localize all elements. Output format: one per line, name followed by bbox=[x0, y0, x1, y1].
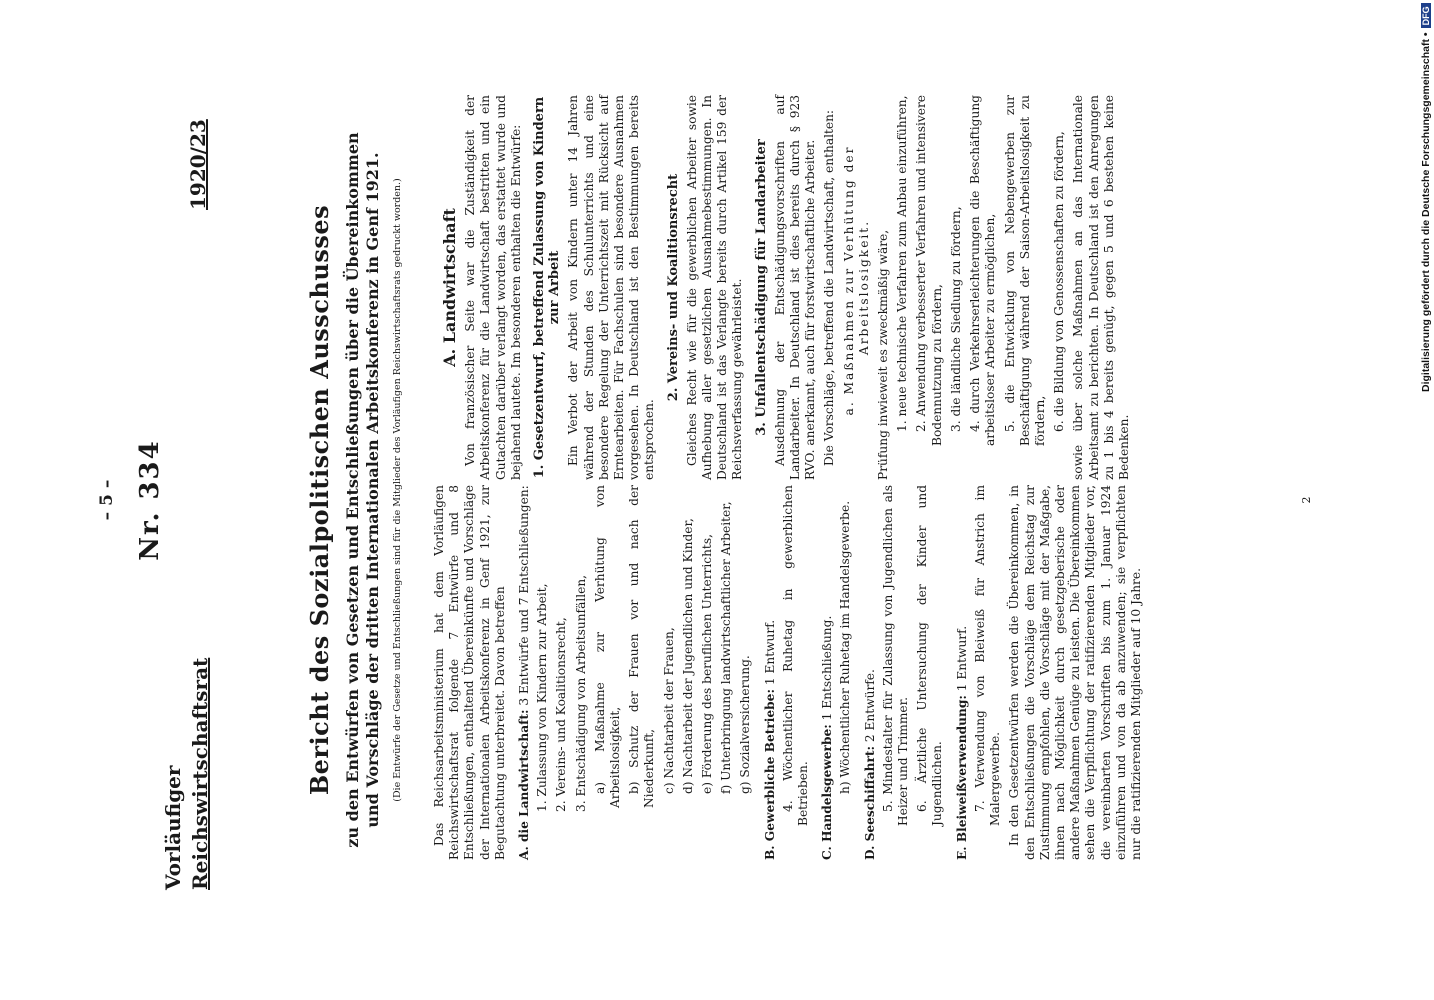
intro-paragraph: Das Reichsarbeitsministerium hat dem Vorläufigen Reichswirtschaftsrat folgende 7 Entwürfe und 8 Entschließungen, enthaltend Übereinkünfte und Vorschläge der Internationalen Arbeitskonferenz in Genf 1921, zur Begutachtung unterbreitet. Davon betreffen bbox=[432, 485, 507, 860]
sub-item: b) Schutz der Frauen vor und nach der Niederkunft, bbox=[627, 485, 657, 808]
dfg-logo: DFG bbox=[1421, 3, 1431, 28]
digitization-sidebar bbox=[1420, 0, 1434, 1000]
subsection-a-closing: sowie über solche Maßnahmen an das Internationale Arbeitsamt zu berichten. In Deutschland ist den Anregungen zu 1 bis 4 bereits genügt, gegen 5 und 6 bestehen keine Bedenken. bbox=[1071, 95, 1131, 480]
category-c-text: 1 Entschließung. bbox=[820, 615, 835, 721]
list-item: 6. die Bildung von Genossenschaften zu fördern, bbox=[1052, 131, 1067, 432]
sub-item: g) Sozialversicherung. bbox=[738, 655, 753, 794]
report-title: Bericht des Sozialpolitischen Ausschusses bbox=[305, 204, 334, 796]
category-b-text: 1 Entwurf. bbox=[762, 619, 777, 686]
sidebar-credit bbox=[1420, 0, 1434, 392]
page-number: – 5 – bbox=[97, 479, 117, 521]
section-2-title: 2. Vereins- und Koalitionsrecht bbox=[665, 173, 681, 402]
list-item: 7. Verwendung von Bleiweiß für Anstrich im Malergewerbe. bbox=[972, 485, 1003, 826]
sub-item: f) Unterbringung landwirtschaftlicher Arbeiter, bbox=[719, 501, 734, 794]
category-d bbox=[863, 485, 878, 860]
footer-mark: 2 bbox=[1300, 496, 1313, 504]
category-d-label: D. Seeschiffahrt: bbox=[862, 745, 877, 860]
category-e bbox=[955, 485, 970, 860]
category-d-text: 2 Entwürfe. bbox=[862, 669, 877, 743]
list-item: 1. neue technische Verfahren zum Anbau einzuführen, bbox=[895, 95, 910, 432]
sub-item: a) Maßnahme zur Verhütung von Arbeitslosigkeit, bbox=[592, 485, 623, 808]
org-line-1: Vorläufiger bbox=[161, 765, 185, 890]
list-item: 6. Ärztliche Untersuchung der Kinder und Jugendlichen. bbox=[915, 485, 945, 826]
list-item: 3. Entschädigung von Arbeitsunfällen, bbox=[573, 574, 588, 812]
list-item: 3. die ländliche Siedlung zu fördern, bbox=[948, 206, 963, 432]
category-a bbox=[517, 485, 532, 860]
section-3-title: 3. Unfallentschädigung für Landarbeiter bbox=[753, 139, 769, 436]
list-item: 4. durch Verkehrserleichterungen die Beschäftigung arbeitsloser Arbeiter zu ermöglichen, bbox=[968, 95, 998, 446]
section-a-text: Von französischer Seite war die Zuständigkeit der Arbeitskonferenz für die Landwirtschaft bestritten und ein Gutachten darüber verlangt worden, das erstattet wurde und bejahend lautete. Im besonderen enthalten die Entwürfe: bbox=[463, 95, 523, 480]
category-e-label: E. Bleiweißverwendung: bbox=[954, 695, 969, 860]
list-item: 5. Mindestalter für Zulassung von Jugendlichen als Heizer und Trimmer. bbox=[880, 485, 911, 826]
subsection-a-title: a. Maßnahmen zur Verhütung der Arbeitslosigkeit. bbox=[841, 145, 871, 416]
section-1-title: 1. Gesetzentwurf, betreffend Zulassung von Kindern zur Arbeit bbox=[532, 96, 563, 479]
section-1-text: Ein Verbot der Arbeit von Kindern unter 14 Jahren während der Stunden des Schulunterrichts und eine besondere Regelung der Unterrichtszeit mit Rücksicht auf Erntearbeiten. Für Fachschulen sind besondere Ausnahmen vorgesehen. In Deutschland ist den Bestimmungen bereits entsprochen. bbox=[566, 95, 657, 480]
closing-paragraph: In den Gesetzentwürfen werden die Übereinkommen, in den Entschließungen die Vorschläge dem Reichstag zur Zustimmung empfohlen, die Vorschläge mit der Maßgabe, ihnen nach Möglichkeit durch gesetzgeberische oder andere Maßnahmen Genüge zu leisten. Die Übereinkommen sehen die Verpflichtung der ratifizierenden Mitglieder vor, die vereinbarten Vorschriften bis zum 1. Januar 1924 einzuführen und von da ab anzuwenden; sie verpflichten nur die ratifizierenden Mitglieder auf 10 Jahre. bbox=[1007, 485, 1143, 860]
year-range: 1920/23 bbox=[186, 119, 210, 210]
sub-item: e) Förderung des beruflichen Unterrichts, bbox=[700, 534, 715, 794]
section-3-text-1: Ausdehnung der Entschädigungsvorschriften auf Landarbeiter. In Deutschland ist dies bereits durch § 923 RVO. anerkannt, auch für forstwirtschaftliche Arbeiter. bbox=[772, 95, 818, 480]
category-a-label: A. die Landwirtschaft: bbox=[517, 709, 532, 860]
list-item: 1. Zulassung von Kindern zur Arbeit, bbox=[535, 583, 550, 812]
sub-item: h) Wöchentlicher Ruhetag im Handelsgewerbe. bbox=[838, 500, 853, 794]
list-item: 2. Vereins- und Koalitionsrecht, bbox=[554, 617, 569, 812]
category-a-text: 3 Entwürfe und 7 Entschließungen: bbox=[517, 485, 532, 706]
category-b bbox=[763, 485, 778, 860]
category-e-text: 1 Entwurf. bbox=[954, 625, 969, 692]
category-b-label: B. Gewerbliche Betriebe: bbox=[762, 689, 777, 860]
category-c-label: C. Handelsgewerbe: bbox=[820, 724, 835, 860]
section-3-text-2: Die Vorschläge, betreffend die Landwirtschaft, enthalten: bbox=[822, 109, 837, 466]
list-item: 4. Wöchentlicher Ruhetag in gewerblichen Betrieben. bbox=[780, 485, 811, 826]
organization bbox=[160, 658, 214, 890]
sidebar-credit-text: Digitalisierung gefördert durch die Deutsche Forschungsgemeinschaft • bbox=[1420, 32, 1432, 392]
document-number: Nr. 334 bbox=[135, 439, 165, 561]
list-item: 2. Anwendung verbesserter Verfahren und intensivere Bodennutzung zu fördern, bbox=[914, 95, 944, 446]
category-c bbox=[820, 485, 835, 860]
report-note: (Die Entwürfe der Gesetze und Entschließungen sind für die Mitglieder des Vorläufigen Reichswirtschaftsrats gedruckt worden.) bbox=[392, 178, 403, 802]
sub-item: c) Nachtarbeit der Frauen, bbox=[661, 627, 676, 794]
report-subtitle: zu den Entwürfen von Gesetzen und Entschließungen über die Übereinkommen und Vorschläge der dritten Internationalen Arbeitskonferenz in Genf 1921. bbox=[343, 132, 382, 848]
subsection-a-intro: Prüfung inwieweit es zweckmäßig wäre, bbox=[876, 229, 891, 480]
left-column bbox=[432, 485, 1148, 860]
list-item: 5. die Entwicklung von Nebengewerben zur Beschäftigung während der Saison-Arbeitslosigkeit zu fördern, bbox=[1002, 95, 1047, 446]
section-2-text: Gleiches Recht wie für die gewerblichen Arbeiter sowie Aufhebung aller gesetzlichen Ausnahmebestimmungen. In Deutschland ist das Verlangte bereits durch Artikel 159 der Reichsverfassung gewährleistet. bbox=[684, 95, 745, 480]
sub-item: d) Nachtarbeit der Jugendlichen und Kinder, bbox=[680, 518, 695, 794]
right-column bbox=[432, 95, 1136, 480]
org-line-2: Reichswirtschaftsrat bbox=[188, 657, 212, 890]
section-a-title: A. Landwirtschaft bbox=[440, 208, 459, 367]
